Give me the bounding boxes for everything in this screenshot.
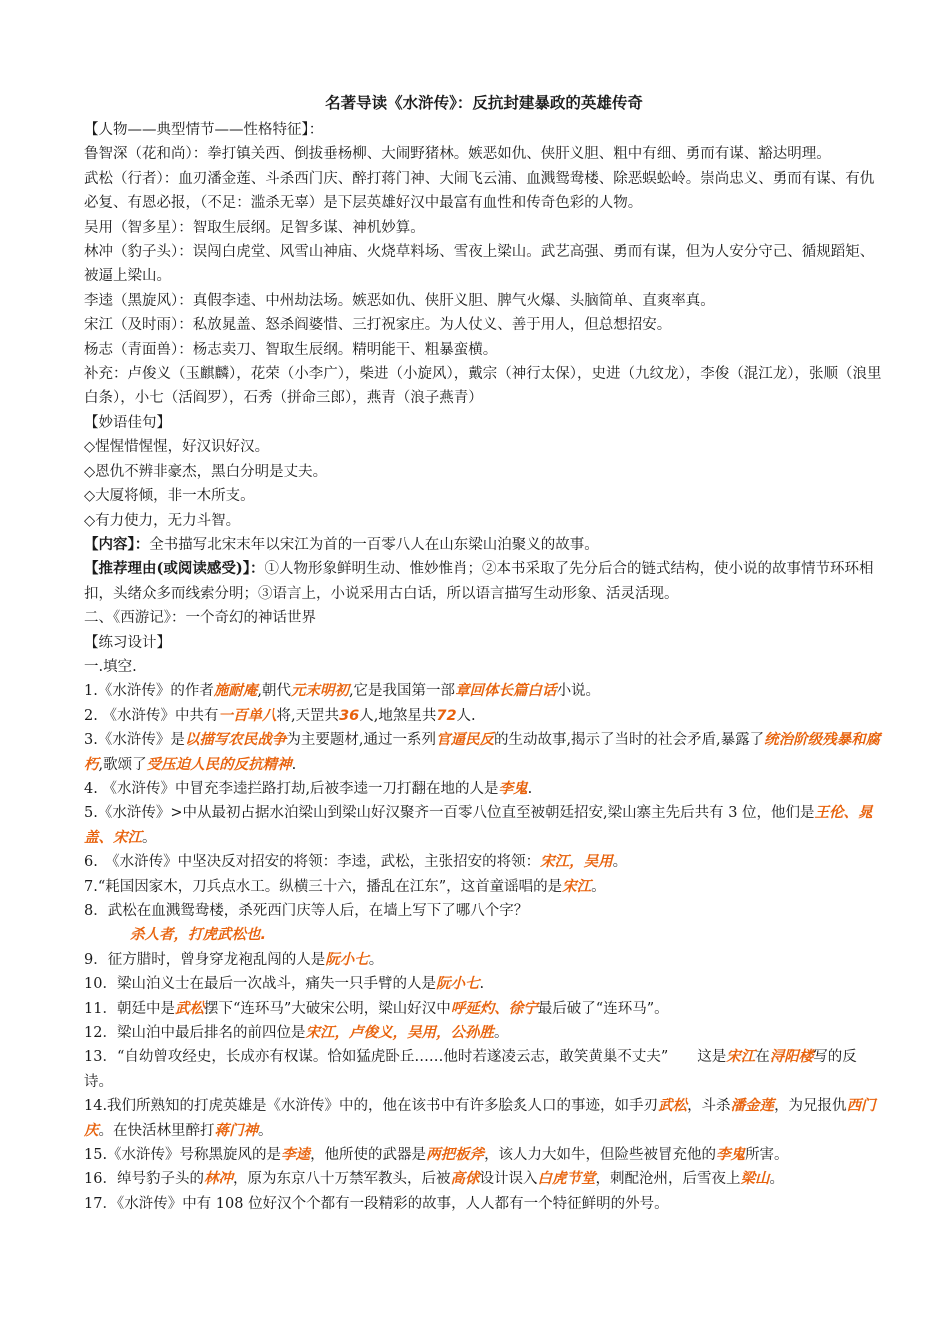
quote-item: ◇恩仇不辨非豪杰，黑白分明是丈夫。 <box>84 463 328 480</box>
question-2 <box>84 704 884 728</box>
answer-text: 潘金莲 <box>730 1098 775 1115</box>
question-text: ，为兄报仇 <box>774 1098 847 1115</box>
content-para <box>84 533 884 557</box>
question-text: 11．朝廷中是 <box>84 1000 175 1017</box>
question-text: ,朝代 <box>257 683 291 700</box>
question-text: . <box>479 976 485 993</box>
question-text: 。 <box>591 878 606 895</box>
answer-text: 统治阶级残暴和腐朽 <box>84 732 881 773</box>
question-text: 4. 《水浒传》中冒充李逵拦路打劫,后被李逵一刀打翻在地的人是 <box>84 780 499 797</box>
question-text: 人,地煞星共 <box>359 707 437 724</box>
character-lu: 鲁智深（花和尚）：拳打镇关西、倒拔垂杨柳、大闹野猪林。嫉恶如仇、侠肝义胆、粗中有细、勇而有谋、豁达明理。 <box>84 146 831 163</box>
question-text: 将,天罡共 <box>276 707 340 724</box>
answer-text: 梁山 <box>740 1171 770 1188</box>
question-text: 。 <box>258 1122 273 1139</box>
question-text: ，斗杀 <box>687 1098 731 1115</box>
question-text: 。 <box>769 1171 784 1188</box>
question-text: 7.“耗国因家木，刀兵点水工。纵横三十六，播乱在江东”，这首童谣唱的是 <box>84 878 563 895</box>
answer-text: 蒋门神 <box>214 1122 258 1139</box>
practice-header: 【练习设计】 <box>84 634 171 651</box>
question-4 <box>84 777 884 801</box>
reason-text: ①人物形象鲜明生动、惟妙惟肖；②本书采取了先分后合的链式结构，使小说的故事情节环环相扣，头绪众多而线索分明；③语言上，小说采用古白话，所以语言描写生动形象、活灵活现。 <box>84 561 874 602</box>
question-text: 。在快活林里醉打 <box>98 1122 215 1139</box>
character-songjiang: 宋江（及时雨）：私放晁盖、怒杀阎婆惜、三打祝家庄。为人仗义、善于用人，但总想招安。 <box>84 317 672 334</box>
question-11 <box>84 997 884 1021</box>
question-text: 17．《水浒传》中有 108 位好汉个个都有一段精彩的故事，人人都有一个特征鲜明的外号。 <box>84 1195 669 1212</box>
question-9 <box>84 948 884 972</box>
content-label: 【内容】： <box>84 535 150 553</box>
answer-text: 宋江，卢俊义，吴用，公孙胜 <box>305 1025 494 1042</box>
character-extra: 补充：卢俊义（玉麒麟），花荣（小李广），柴进（小旋风），戴宗（神行太保），史进（九纹龙），李俊（混江龙），张顺（浪里白条），小七（活阎罗），石秀（拼命三郎），燕青（浪子燕青） <box>84 366 882 407</box>
question-16 <box>84 1167 884 1191</box>
character-linchong: 林冲（豹子头）：误闯白虎堂、风雪山神庙、火烧草料场、雪夜上梁山。武艺高强、勇而有谋，但为人安分守己、循规蹈矩、被逼上梁山。 <box>84 244 875 285</box>
quote-item: ◇惺惺惜惺惺，好汉识好汉。 <box>84 439 270 456</box>
answer-text: 李逵 <box>281 1147 311 1164</box>
question-13 <box>84 1045 884 1094</box>
fill-header: 一.填空. <box>84 658 137 675</box>
question-8 <box>84 899 884 923</box>
document-page <box>84 92 884 1216</box>
answer-text: 武松 <box>658 1098 688 1115</box>
question-text: . <box>527 780 533 797</box>
section-heading: 二、《西游记》：一个奇幻的神话世界 <box>84 610 316 627</box>
question-10 <box>84 972 884 996</box>
answer-text: 以描写农民战争 <box>184 732 287 749</box>
question-text: 摆下“连环马”大破宋公明，梁山好汉中 <box>203 1000 451 1017</box>
question-5 <box>84 801 884 850</box>
answer-text: 官逼民反 <box>435 732 494 749</box>
answer-text: 元末明初 <box>290 683 349 700</box>
quote-item: ◇有力使力，无力斗智。 <box>84 512 241 529</box>
question-text: ，原为东京八十万禁军教头，后被 <box>232 1171 451 1188</box>
reason-label: 【推荐理由(或阅读感受)】： <box>84 560 265 578</box>
question-text: 6. 《水浒传》中坚决反对招安的将领：李逵，武松，主张招安的将领： <box>84 854 541 871</box>
question-1 <box>84 679 884 703</box>
answer-text: 高俅 <box>450 1171 480 1188</box>
question-text: 的生动故事,揭示了当时的社会矛盾,暴露了 <box>493 732 765 749</box>
character-wuyong: 吴用（智多星）：智取生辰纲。足智多谋、神机妙算。 <box>84 219 425 236</box>
question-12 <box>84 1021 884 1045</box>
question-text: 在 <box>755 1049 770 1066</box>
character-yangzhi: 杨志（青面兽）：杨志卖刀、智取生辰纲。精明能干、粗暴蛮横。 <box>84 341 498 358</box>
question-text: ,歌颂了 <box>98 756 147 773</box>
question-text: 13．“自幼曾攻经史，长成亦有权谋。恰如猛虎卧丘……他时若遂凌云志，敢笑黄巢不丈夫” 这是 <box>84 1049 727 1066</box>
question-text: 15.《水浒传》号称黑旋风的是 <box>84 1147 282 1164</box>
answer-text: 两把板斧 <box>426 1147 485 1164</box>
question-text: 14.我们所熟知的打虎英雄是《水浒传》中的，他在该书中有许多脍炙人口的事迹，如手刃 <box>84 1098 659 1115</box>
answer-text: 阮小七 <box>325 951 369 968</box>
question-text: ，他所使的武器是 <box>310 1147 427 1164</box>
answer-text: 一百单八 <box>218 707 277 724</box>
question-text: 。 <box>493 1025 509 1042</box>
question-text: 小说。 <box>556 683 601 700</box>
answer-text: 施耐庵 <box>213 683 258 700</box>
question-7 <box>84 875 884 899</box>
question-text: ，该人力大如牛，但险些被冒充他的 <box>484 1147 717 1164</box>
answer-text: 72 <box>436 707 457 724</box>
question-text: 为主要题材,通过一系列 <box>286 732 436 749</box>
answer-text: 受压迫人民的反抗精神 <box>146 756 292 773</box>
character-wusong: 武松（行者）：血刃潘金莲、斗杀西门庆、醉打蒋门神、大闹飞云浦、血溅鸳鸯楼、除恶蜈蚣岭。崇尚忠义、勇而有谋、有仇必复、有恩必报，（不足：滥杀无辜）是下层英雄好汉中最富有血性和传奇色彩的人物。 <box>84 170 875 212</box>
question-17 <box>84 1192 884 1216</box>
answer-text: 阮小七 <box>435 976 480 993</box>
answer-text: 李鬼 <box>716 1147 746 1164</box>
question-text: 9．征方腊时，曾身穿龙袍乱闯的人是 <box>84 951 326 968</box>
question-text: . <box>291 756 297 773</box>
question-text: ，刺配沧州，后雪夜上 <box>595 1171 741 1188</box>
answer-text: 章回体长篇白话 <box>455 683 557 700</box>
question-text: 10．梁山泊义士在最后一次战斗，痛失一只手臂的人是 <box>84 976 436 993</box>
answer-text: 呼延灼、徐宁 <box>450 1000 538 1017</box>
question-3 <box>84 728 884 777</box>
reason-para <box>84 557 884 606</box>
question-text: 。 <box>142 829 157 846</box>
question-text: 12．梁山泊中最后排名的前四位是 <box>84 1025 306 1042</box>
question-text: 。 <box>368 951 384 968</box>
answer-text: 白虎节堂 <box>537 1171 596 1188</box>
question-text: 5.《水浒传》>中从最初占据水泊梁山到梁山好汉聚齐一百零八位直至被朝廷招安,梁山寨主先后共有 3 位，他们是 <box>84 805 815 822</box>
quote-item: ◇大厦将倾，非一木所支。 <box>84 488 255 505</box>
answer-8-text: 杀人者，打虎武松也. <box>130 927 267 944</box>
characters-header: 【人物——典型情节——性格特征】： <box>84 122 324 138</box>
answer-text: 西门庆 <box>84 1098 876 1139</box>
page-title: 名著导读《水浒传》：反抗封建暴政的英雄传奇 <box>325 93 643 112</box>
question-14 <box>84 1094 884 1143</box>
question-text: 所害。 <box>745 1147 789 1164</box>
answer-text: 宋江，吴用 <box>540 854 613 871</box>
answer-text: 李鬼 <box>498 780 528 797</box>
answer-text: 浔阳楼 <box>769 1049 814 1066</box>
answer-text: 林冲 <box>203 1171 233 1188</box>
question-text: 。 <box>612 854 628 871</box>
question-6 <box>84 850 884 874</box>
question-text: 16．绰号豹子头的 <box>84 1171 204 1188</box>
question-15 <box>84 1143 884 1167</box>
question-text: 人. <box>456 707 476 724</box>
answer-text: 武松 <box>174 1000 204 1017</box>
question-text: 8．武松在血溅鸳鸯楼，杀死西门庆等人后，在墙上写下了哪八个字？ <box>84 903 529 919</box>
content-text: 全书描写北宋末年以宋江为首的一百零八人在山东梁山泊聚义的故事。 <box>149 536 599 553</box>
question-text: 写的反诗。 <box>84 1049 857 1090</box>
answer-text: 宋江 <box>726 1049 756 1066</box>
question-text: 设计误入 <box>479 1171 538 1188</box>
question-text: 3.《水浒传》是 <box>84 732 185 749</box>
answer-text: 王伦、晁盖、宋江 <box>84 805 873 846</box>
answer-text: 宋江 <box>562 878 592 895</box>
question-text: ,它是我国第一部 <box>348 683 456 700</box>
answer-text: 36 <box>339 707 360 724</box>
character-likui: 李逵（黑旋风）：真假李逵、中州劫法场。嫉恶如仇、侠肝义胆、脾气火爆、头脑简单、直爽率真。 <box>84 292 715 309</box>
quotes-header: 【妙语佳句】 <box>84 414 171 431</box>
question-text: 1.《水浒传》的作者 <box>84 683 214 700</box>
question-text: 最后破了“连环马”。 <box>537 1000 669 1017</box>
question-text: 2. 《水浒传》中共有 <box>84 707 219 724</box>
answer-8 <box>84 923 884 947</box>
